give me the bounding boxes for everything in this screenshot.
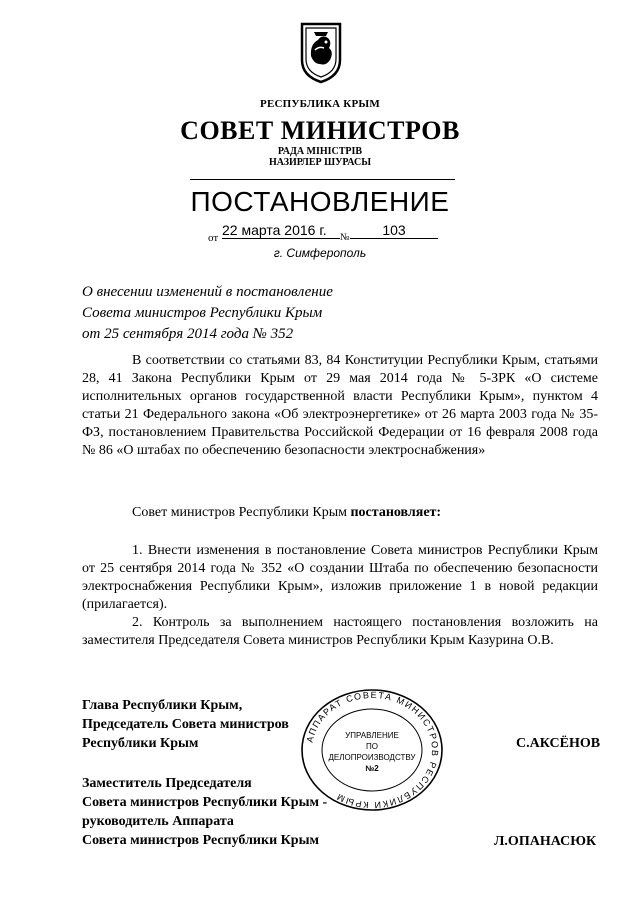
- city-line: г. Симферополь: [273, 246, 367, 260]
- signature-title-line: Совета министров Республики Крым -: [82, 795, 328, 810]
- republic-heading: РЕСПУБЛИКА КРЫМ: [260, 98, 380, 110]
- signature-title-line: Республики Крым: [82, 736, 199, 751]
- signature-title-line: руководитель Аппарата: [82, 814, 234, 829]
- signature-title-line: Заместитель Председателя: [82, 776, 252, 791]
- deputy-signatory-name: Л.ОПАНАСЮК: [494, 834, 597, 849]
- resolution-statement: [82, 504, 598, 522]
- document-type-title: ПОСТАНОВЛЕНИЕ: [190, 186, 450, 217]
- stamp-line: №2: [365, 764, 379, 773]
- coat-of-arms-emblem: [296, 20, 346, 84]
- document-number: 103: [350, 222, 438, 239]
- stamp-line: УПРАВЛЕНИЕ: [345, 731, 399, 740]
- number-sign: №: [340, 232, 350, 243]
- document-subject: [82, 282, 402, 345]
- signature-title-line: Председатель Совета министров: [82, 717, 289, 732]
- signature-title-line: Глава Республики Крым,: [82, 698, 243, 713]
- document-date: 22 марта 2016 г.: [222, 222, 340, 239]
- date-prefix: от: [208, 232, 219, 244]
- council-name-crimean-tatar: НАЗИРЛЕР ШУРАСЫ: [268, 157, 372, 168]
- official-stamp: [298, 686, 446, 814]
- stamp-line: ПО: [366, 742, 378, 751]
- subject-line: О внесении изменений в постановление: [82, 284, 333, 300]
- header-divider: [190, 179, 455, 180]
- head-signature-block: [82, 696, 289, 753]
- subject-line: от 25 сентября 2014 года № 352: [82, 326, 294, 342]
- svg-text:АППАРАТ СОВЕТА МИНИСТРОВ РЕСПУ: АППАРАТ СОВЕТА МИНИСТРОВ РЕСПУБЛИКИ КРЫМ: [304, 689, 441, 811]
- council-name-ukrainian: РАДА МІНІСТРІВ: [277, 146, 363, 157]
- item-2-paragraph: 2. Контроль за выполнением настоящего постановления возложить на заместителя Председателя Совета министров Республики Крым Казурина О.В.: [82, 615, 598, 648]
- subject-line: Совета министров Республики Крым: [82, 305, 323, 321]
- signature-title-line: Совета министров Республики Крым: [82, 833, 320, 848]
- stamp-line: ДЕЛОПРОИЗВОДСТВУ: [328, 753, 416, 762]
- head-signatory-name: С.АКСЁНОВ: [516, 736, 601, 751]
- deputy-signature-block: [82, 774, 327, 850]
- item-1-paragraph: 1. Внести изменения в постановление Совета министров Республики Крым от 25 сентября 2014 года № 352 «О создании Штаба по обеспечению безопасности электроснабжения Республики Крым», изложив приложение 1 в новой редакции (прилагается).: [82, 543, 598, 612]
- preamble-paragraph: В соответствии со статьями 83, 84 Конституции Республики Крым, статьями 28, 41 Закона Республики Крым от 29 мая 2014 года № 5-ЗРК «О системе исполнительных органов государственной власти Республики Крым», пунктом 4 статьи 21 Федерального закона «Об электроэнергетике» от 26 марта 2003 года № 35-ФЗ, постановлением Правительства Российской Федерации от 16 февраля 2008 года № 86 «О штабах по обеспечению безопасности электроснабжения»: [82, 353, 598, 458]
- council-heading: СОВЕТ МИНИСТРОВ: [180, 116, 460, 145]
- resolution-verb: постановляет:: [350, 505, 442, 520]
- date-number-line: [208, 222, 438, 244]
- resolution-prefix: Совет министров Республики Крым: [132, 505, 351, 520]
